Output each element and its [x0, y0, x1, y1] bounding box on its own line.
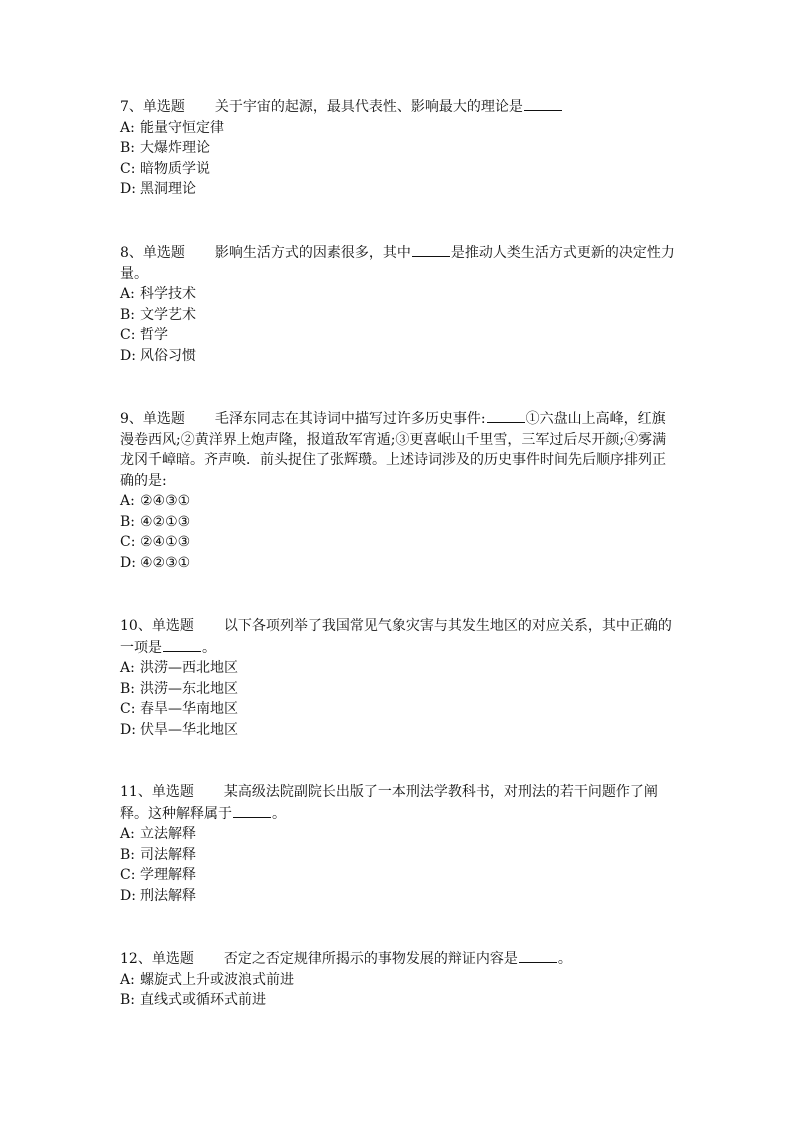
option-key: D:	[120, 887, 136, 904]
question-type: 单选题	[151, 784, 194, 800]
option-key: B:	[120, 513, 136, 530]
question-type: 单选题	[142, 99, 185, 115]
stem-text-after: ①六盘山上高峰，红旗漫卷西风;②黄洋界上炮声隆，报道敌军宵遁;③更喜岷山千里雪，三军过后尽开颜;④雾满龙冈千嶂暗。齐声唤．前头捉住了张辉瓒。上述诗词涉及的历史事件时间先后顺序排列正确的是:	[120, 411, 667, 489]
question-number: 9、	[120, 411, 143, 427]
option-key: A:	[120, 826, 135, 842]
stem-text-after: 。	[557, 951, 572, 967]
option-a	[120, 491, 676, 512]
question-11	[120, 782, 676, 906]
option-key: B:	[120, 846, 136, 863]
option-key: C:	[120, 701, 136, 717]
stem-text-after: 。	[202, 639, 216, 656]
option-text: 立法解释	[140, 826, 196, 842]
option-a	[120, 118, 676, 139]
question-stem	[120, 782, 676, 824]
question-number: 12、	[120, 951, 152, 967]
option-key: D:	[120, 721, 136, 738]
question-number: 7、	[120, 99, 143, 115]
question-7	[120, 96, 676, 200]
option-text: ②④①③	[140, 534, 191, 550]
option-b	[120, 845, 676, 866]
option-key: D:	[120, 181, 136, 197]
stem-text: 某高级法院副院长出版了一本刑法学教科书，对刑法的若干问题作了阐释。这种解释属于	[120, 784, 658, 822]
option-text: ④②①③	[140, 513, 191, 530]
option-d	[120, 553, 676, 574]
answer-blank	[412, 242, 450, 257]
option-key: C:	[120, 160, 136, 177]
option-text: ②④③①	[140, 493, 191, 509]
question-number: 11、	[120, 784, 152, 800]
stem-text: 关于宇宙的起源，最具代表性、影响最大的理论是	[214, 99, 523, 115]
question-10	[120, 616, 676, 740]
option-text: 大爆炸理论	[140, 140, 210, 156]
stem-text: 影响生活方式的因素很多，其中	[214, 245, 411, 261]
option-c	[120, 159, 676, 180]
option-text: 学理解释	[140, 867, 196, 883]
answer-blank	[163, 637, 201, 652]
stem-text: 毛泽东同志在其诗词中描写过许多历史事件:	[214, 411, 486, 427]
question-type: 单选题	[142, 411, 185, 427]
option-list	[120, 284, 676, 366]
option-key: B:	[120, 680, 136, 697]
option-text: 春旱—华南地区	[140, 701, 238, 717]
option-key: D:	[120, 347, 136, 364]
option-key: B:	[120, 140, 136, 156]
answer-blank	[487, 408, 525, 423]
option-list	[120, 491, 676, 573]
option-d	[120, 346, 676, 367]
question-stem	[120, 408, 676, 491]
option-b	[120, 138, 676, 159]
option-a	[120, 824, 676, 845]
question-8	[120, 242, 676, 366]
answer-blank	[519, 948, 557, 963]
option-key: A:	[120, 660, 135, 676]
option-text: 暗物质学说	[140, 160, 210, 177]
question-12	[120, 948, 676, 1011]
option-text: ④②③①	[140, 554, 191, 571]
option-a	[120, 970, 676, 991]
option-c	[120, 532, 676, 553]
option-a	[120, 658, 676, 679]
question-number: 10、	[120, 618, 152, 634]
option-key: A:	[120, 286, 135, 302]
option-b	[120, 305, 676, 326]
option-text: 螺旋式上升或波浪式前进	[140, 971, 294, 988]
option-key: B:	[120, 992, 136, 1008]
stem-text-after: 。	[272, 805, 286, 822]
option-text: 洪涝—东北地区	[140, 680, 238, 697]
question-type: 单选题	[142, 245, 185, 261]
option-text: 直线式或循环式前进	[140, 992, 266, 1008]
stem-text-after: 是推动人类生活方式更新的决定性力量。	[120, 245, 675, 282]
question-9	[120, 408, 676, 573]
option-d	[120, 720, 676, 741]
option-key: A:	[120, 493, 135, 509]
question-number: 8、	[120, 245, 143, 261]
question-stem	[120, 96, 676, 118]
option-key: C:	[120, 867, 136, 883]
answer-blank	[233, 803, 271, 818]
option-text: 司法解释	[140, 846, 196, 863]
question-type: 单选题	[151, 618, 194, 634]
option-key: A:	[120, 119, 135, 136]
option-text: 黑洞理论	[140, 181, 196, 197]
option-d	[120, 179, 676, 200]
option-list	[120, 970, 676, 1011]
option-text: 刑法解释	[140, 887, 196, 904]
question-stem	[120, 242, 676, 284]
option-d	[120, 886, 676, 907]
option-list	[120, 824, 676, 906]
option-c	[120, 865, 676, 886]
option-key: C:	[120, 327, 136, 343]
option-c	[120, 325, 676, 346]
option-text: 洪涝—西北地区	[140, 660, 238, 676]
option-text: 伏旱—华北地区	[140, 721, 238, 738]
question-stem	[120, 948, 676, 970]
option-text: 哲学	[140, 327, 168, 343]
option-key: B:	[120, 306, 136, 323]
answer-blank	[524, 96, 562, 111]
option-list	[120, 118, 676, 200]
option-list	[120, 658, 676, 740]
option-text: 科学技术	[140, 286, 196, 302]
option-text: 风俗习惯	[140, 347, 196, 364]
stem-text: 否定之否定规律所揭示的事物发展的辩证内容是	[223, 951, 518, 967]
option-c	[120, 699, 676, 720]
option-key: D:	[120, 554, 136, 571]
option-a	[120, 284, 676, 305]
question-stem	[120, 616, 676, 658]
stem-text: 以下各项列举了我国常见气象灾害与其发生地区的对应关系，其中正确的一项是	[120, 618, 672, 656]
option-b	[120, 679, 676, 700]
option-key: A:	[120, 971, 135, 988]
question-type: 单选题	[151, 951, 194, 967]
option-key: C:	[120, 534, 136, 550]
option-b	[120, 990, 676, 1011]
option-text: 文学艺术	[140, 306, 196, 323]
option-text: 能量守恒定律	[140, 119, 224, 136]
option-b	[120, 512, 676, 533]
